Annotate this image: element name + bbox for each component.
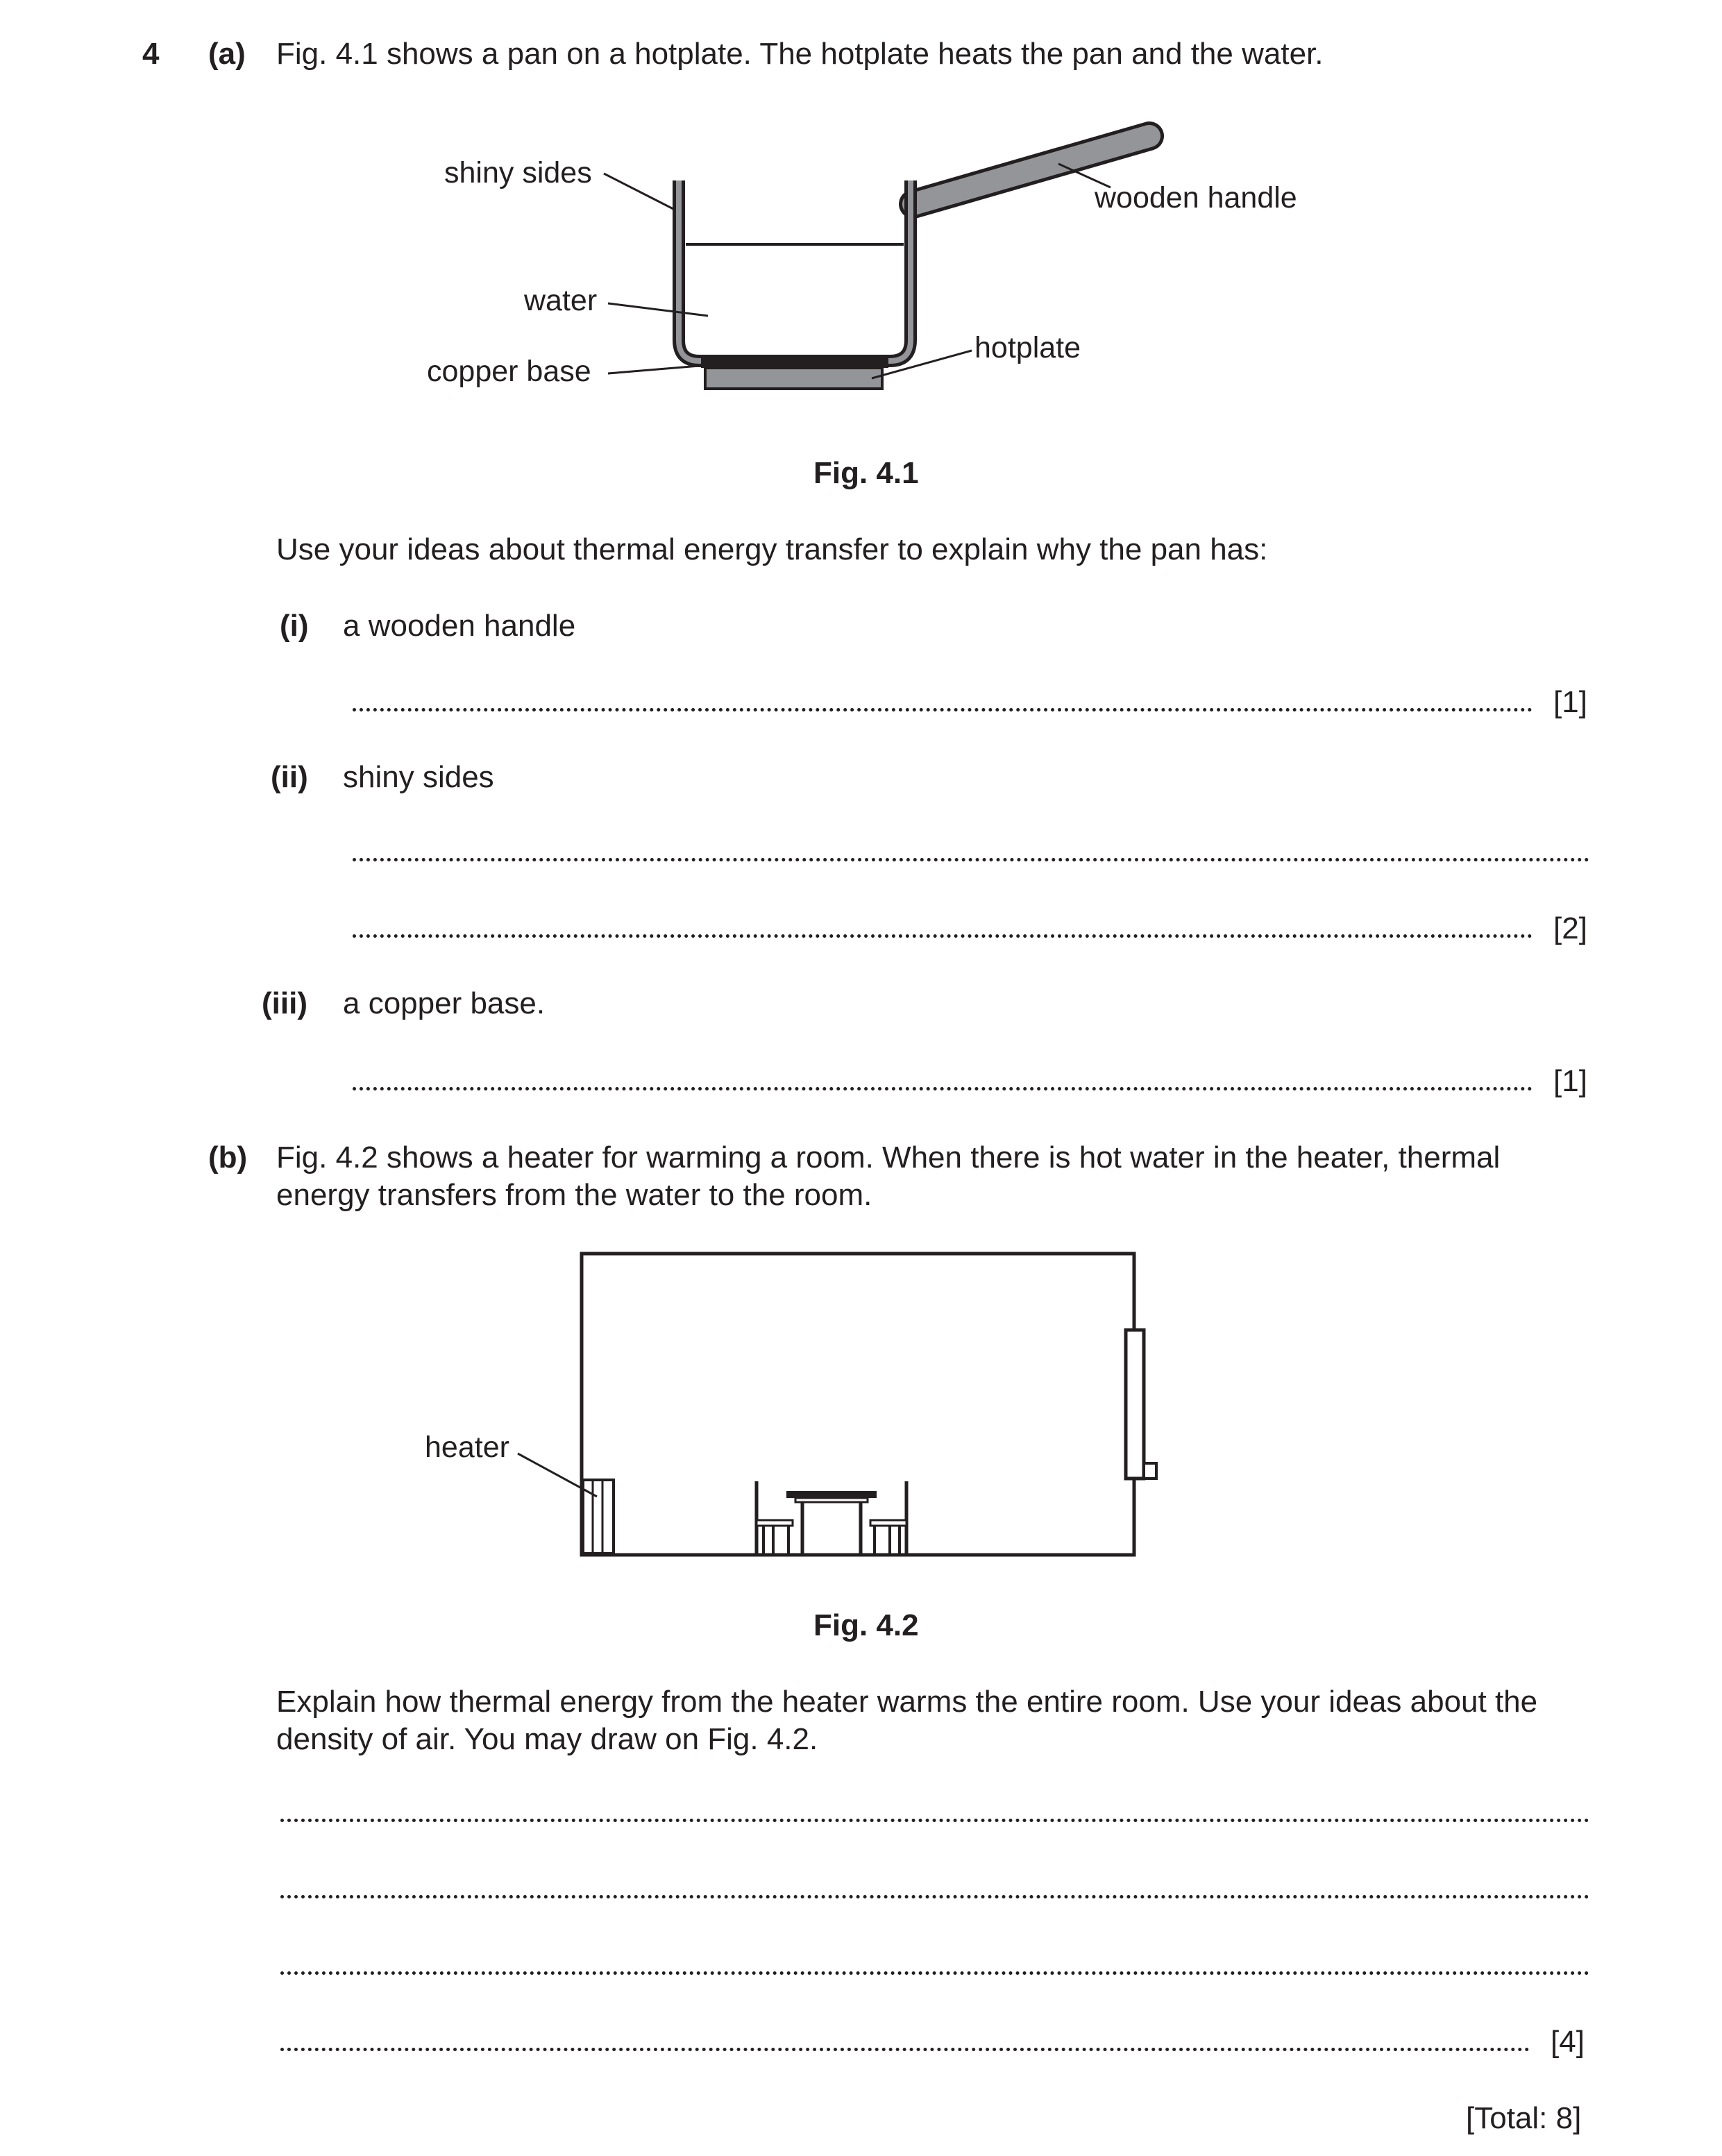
- label-water: water: [524, 284, 598, 317]
- mark-ii: [2]: [1553, 911, 1587, 945]
- window-shape: [1126, 1330, 1144, 1479]
- mark-iii: [1]: [1553, 1064, 1587, 1098]
- room-outline: [582, 1254, 1134, 1555]
- label-wooden-handle: wooden handle: [1095, 181, 1297, 214]
- total-marks: [Total: 8]: [1466, 2101, 1582, 2135]
- part-b-label: (b): [208, 1140, 248, 1174]
- answer-line-b-3[interactable]: [280, 1971, 1589, 1975]
- part-b-intro-line2: energy transfers from the water to the room.: [276, 1178, 872, 1212]
- mark-i: [1]: [1553, 685, 1587, 719]
- label-copper-base: copper base: [427, 355, 591, 388]
- subpart-ii-label: (ii): [271, 760, 308, 794]
- part-b-prompt-line1: Explain how thermal energy from the heater warms the entire room. Use your ideas about the: [276, 1685, 1538, 1719]
- label-hotplate: hotplate: [974, 331, 1081, 364]
- table-shape: [786, 1491, 877, 1553]
- part-b-prompt-line2: density of air. You may draw on Fig. 4.2.: [276, 1722, 818, 1756]
- question-number: 4: [142, 37, 160, 71]
- subpart-i-text: a wooden handle: [343, 609, 576, 643]
- label-heater: heater: [425, 1431, 509, 1464]
- answer-line-b-2[interactable]: [280, 1895, 1589, 1898]
- mark-b: [4]: [1551, 2025, 1585, 2059]
- part-b-intro-line1: Fig. 4.2 shows a heater for warming a room. When there is hot water in the heater, thermal: [276, 1140, 1501, 1174]
- fig-4-2-caption: Fig. 4.2: [813, 1608, 919, 1642]
- fig-4-1-caption: Fig. 4.1: [813, 456, 919, 490]
- part-a-label: (a): [208, 37, 246, 71]
- subpart-iii-label: (iii): [262, 986, 307, 1020]
- answer-line-b-1[interactable]: [280, 1819, 1589, 1822]
- answer-line-b-4[interactable]: [280, 2048, 1530, 2051]
- subpart-i-label: (i): [280, 609, 309, 643]
- part-a-prompt: Use your ideas about thermal energy transfer to explain why the pan has:: [276, 532, 1268, 566]
- subpart-iii-text: a copper base.: [343, 986, 546, 1020]
- label-shiny-sides: shiny sides: [444, 156, 592, 190]
- subpart-ii-text: shiny sides: [343, 760, 494, 794]
- part-a-intro: Fig. 4.1 shows a pan on a hotplate. The hotplate heats the pan and the water.: [276, 37, 1324, 71]
